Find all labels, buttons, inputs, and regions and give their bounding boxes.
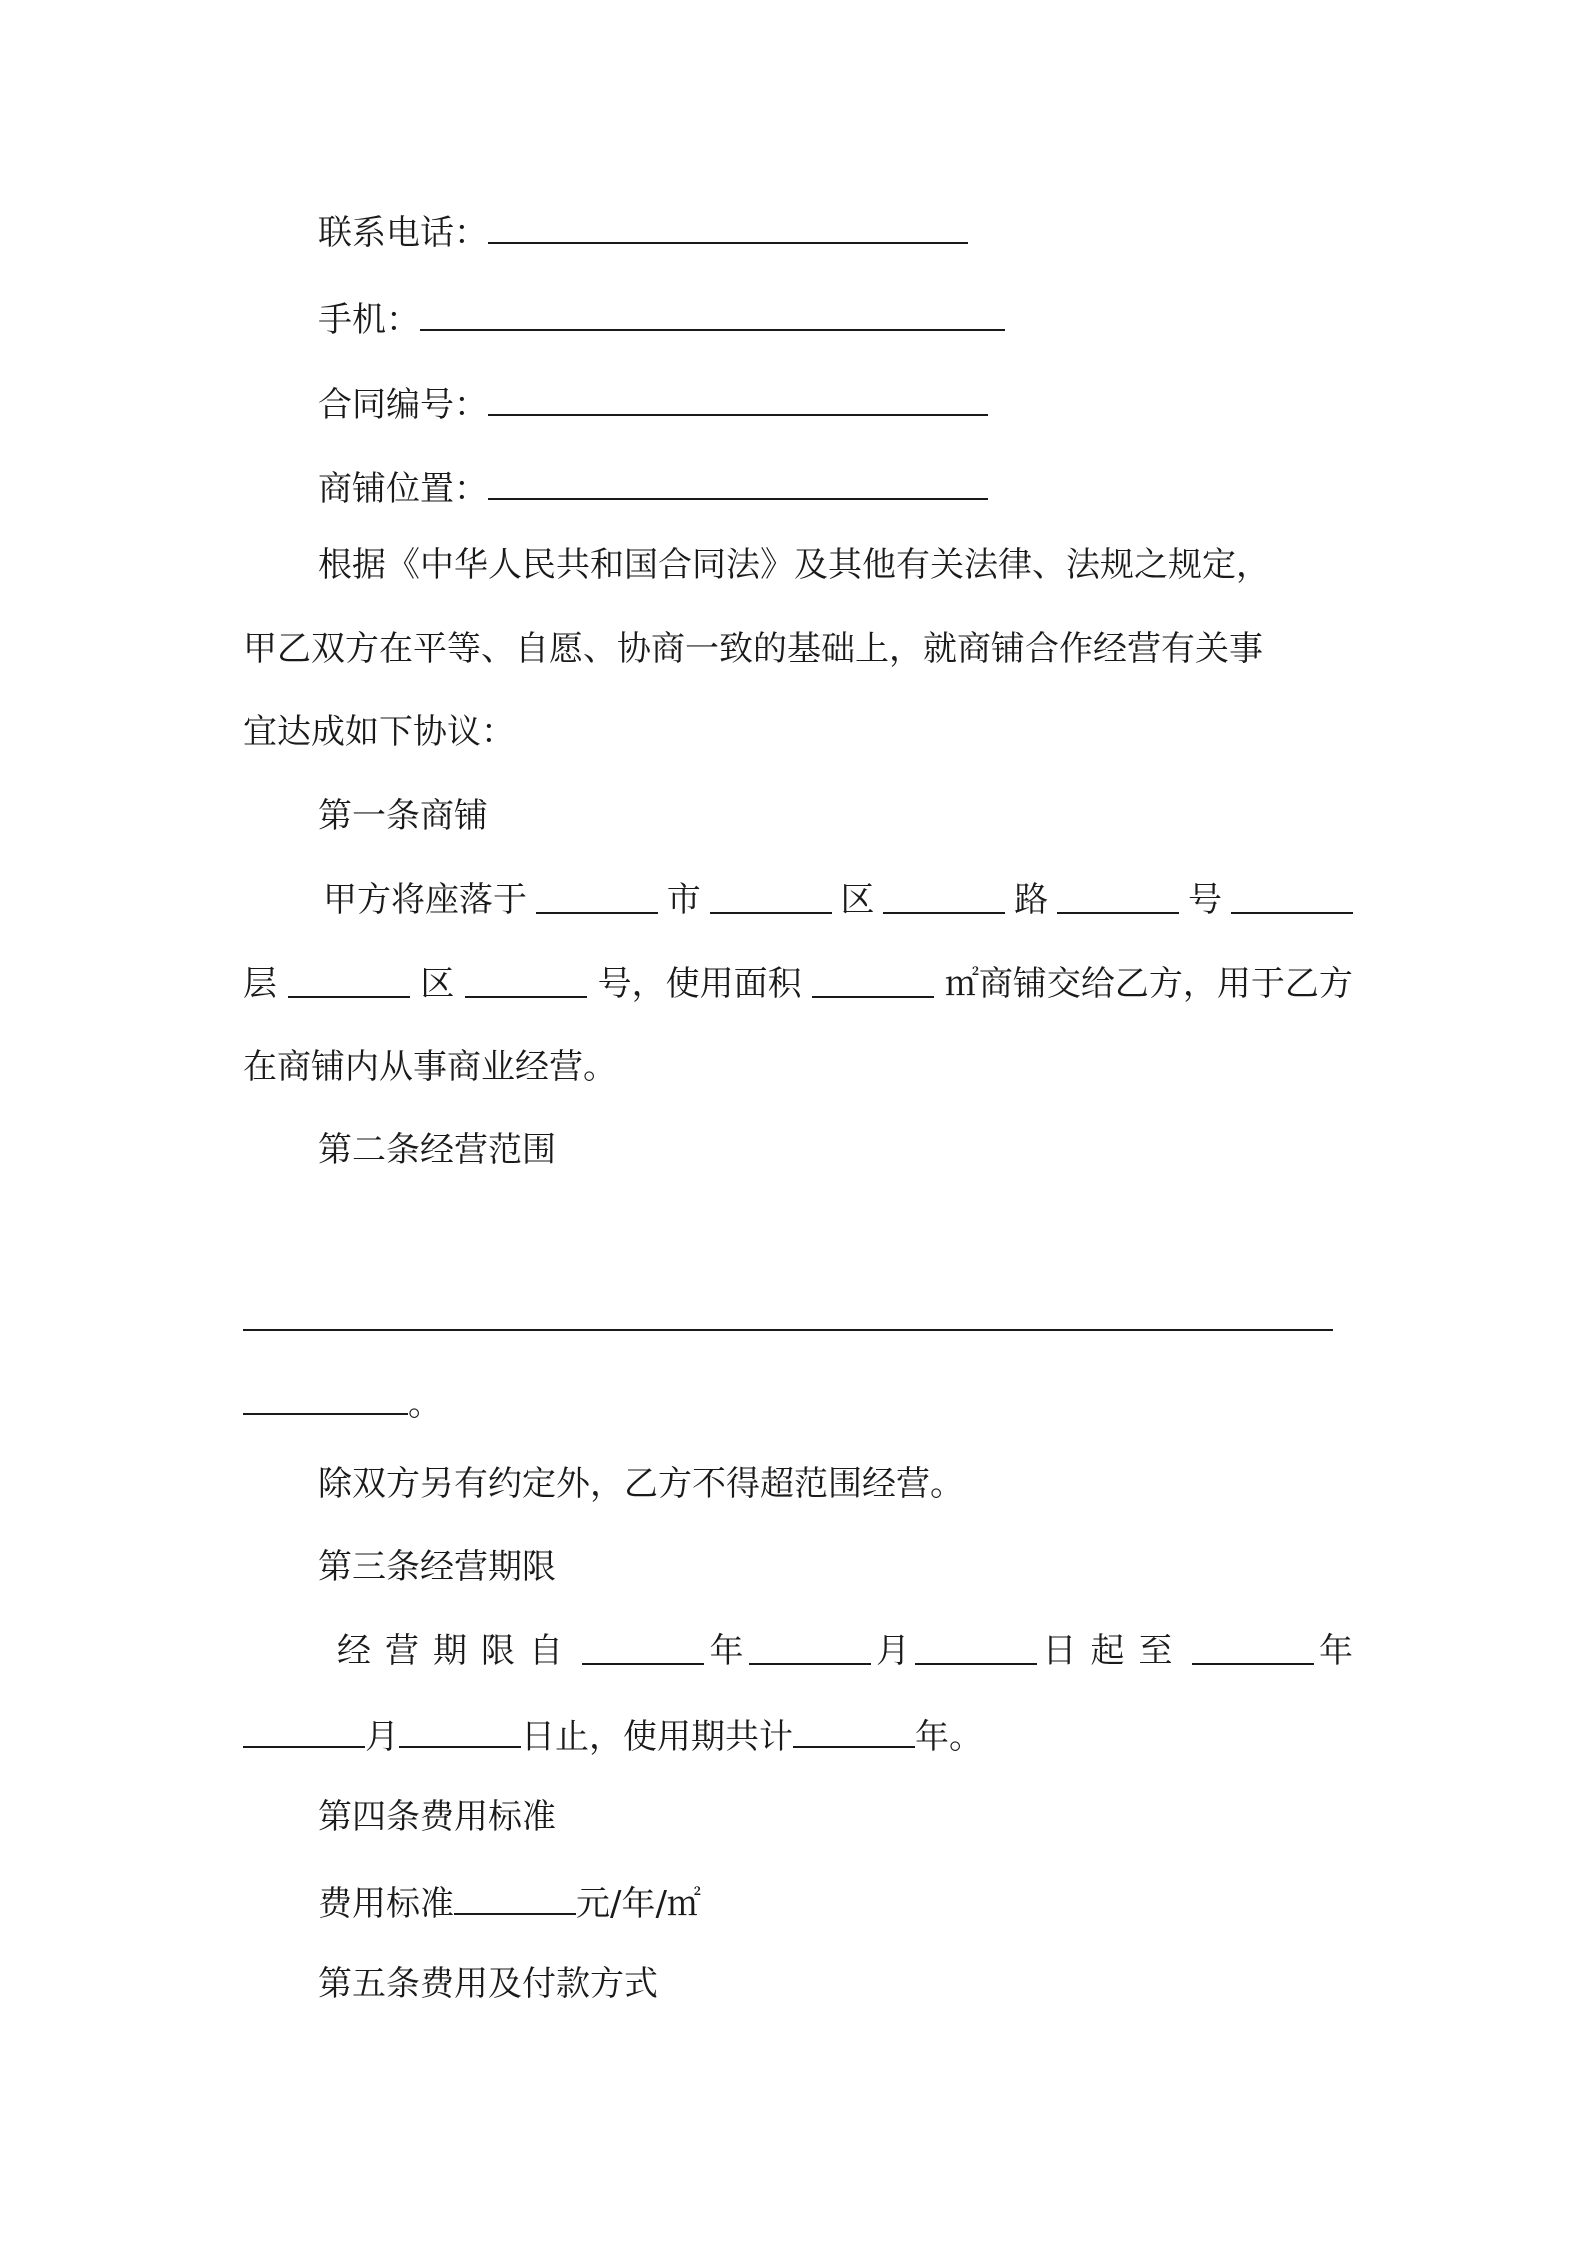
article-3-line-1 [243,1627,1353,1675]
unit-number-blank [465,960,587,998]
article-3-line-2 [243,1710,1353,1761]
road-unit: 路 [1014,880,1049,920]
number-unit: 号 [1188,880,1222,920]
scope-blank-row [243,1293,1353,1344]
scope-blank-tail-row [243,1377,1353,1428]
scope-end-mark: 。 [408,1384,442,1424]
preamble-line-1: 根据《中华人民共和国合同法》及其他有关法律、法规之规定， [318,545,1270,585]
scope-blank-tail [243,1377,408,1415]
shop-location-row [243,462,1353,513]
end-year-unit: 年 [1319,1631,1353,1671]
article-1-line-1 [243,876,1353,924]
mobile-blank [420,293,1005,331]
mobile-row [243,293,1353,344]
fee-unit: 元/年/㎡ [576,1884,701,1924]
end-month-unit: 月 [365,1717,399,1757]
preamble-line-2: 甲乙双方在平等、自愿、协商一致的基础上，就商铺合作经营有关事 [243,629,1263,669]
fee-blank [454,1877,576,1915]
phone-row [243,206,1353,257]
term-from-text: 经营期限自 [337,1631,577,1671]
article-3-title: 第三条经营期限 [318,1547,556,1587]
total-years-blank [793,1710,915,1748]
handover-text: ㎡商铺交给乙方，用于乙方 [944,964,1353,1004]
end-day-blank [399,1710,521,1748]
article-1-title: 第一条商铺 [318,796,488,836]
floor-unit: 层 [243,964,277,1004]
start-day-unit: 日起至 [1042,1631,1187,1671]
city-unit: 市 [666,880,701,920]
article-5-title: 第五条费用及付款方式 [318,1964,658,2004]
phone-label: 联系电话： [318,213,488,253]
area-zone-blank [288,960,410,998]
scope-note: 除双方另有约定外，乙方不得超范围经营。 [318,1464,964,1504]
road-blank [883,876,1005,914]
district-unit: 区 [840,880,875,920]
article-2-title: 第二条经营范围 [318,1130,556,1170]
start-year-blank [582,1627,704,1665]
end-day-text: 日止，使用期共计 [521,1717,793,1757]
usage-area-text: 号，使用面积 [597,964,802,1004]
city-blank [536,876,658,914]
mobile-label: 手机： [318,300,420,340]
shop-location-label: 商铺位置： [318,469,488,509]
article-1-line-3: 在商铺内从事商业经营。 [243,1047,617,1087]
start-month-blank [749,1627,871,1665]
start-year-unit: 年 [709,1631,744,1671]
total-years-unit: 年。 [915,1717,983,1757]
end-month-blank [243,1710,365,1748]
floor-blank [1231,876,1353,914]
phone-blank [488,206,968,244]
district-blank [710,876,832,914]
contract-no-row [243,378,1353,429]
fee-label: 费用标准 [318,1884,454,1924]
contract-no-blank [488,378,988,416]
end-year-blank [1192,1627,1314,1665]
area-zone-unit: 区 [420,964,455,1004]
article-4-title: 第四条费用标准 [318,1797,556,1837]
shop-location-blank [488,462,988,500]
number-blank [1057,876,1179,914]
usage-area-blank [812,960,934,998]
article-1-line-2 [243,960,1353,1008]
location-text: 甲方将座落于 [323,880,527,920]
start-month-unit: 月 [876,1631,910,1671]
start-day-blank [915,1627,1037,1665]
preamble-line-3: 宜达成如下协议： [243,712,515,752]
scope-blank [243,1293,1333,1331]
contract-no-label: 合同编号： [318,385,488,425]
fee-row [243,1877,1353,1928]
